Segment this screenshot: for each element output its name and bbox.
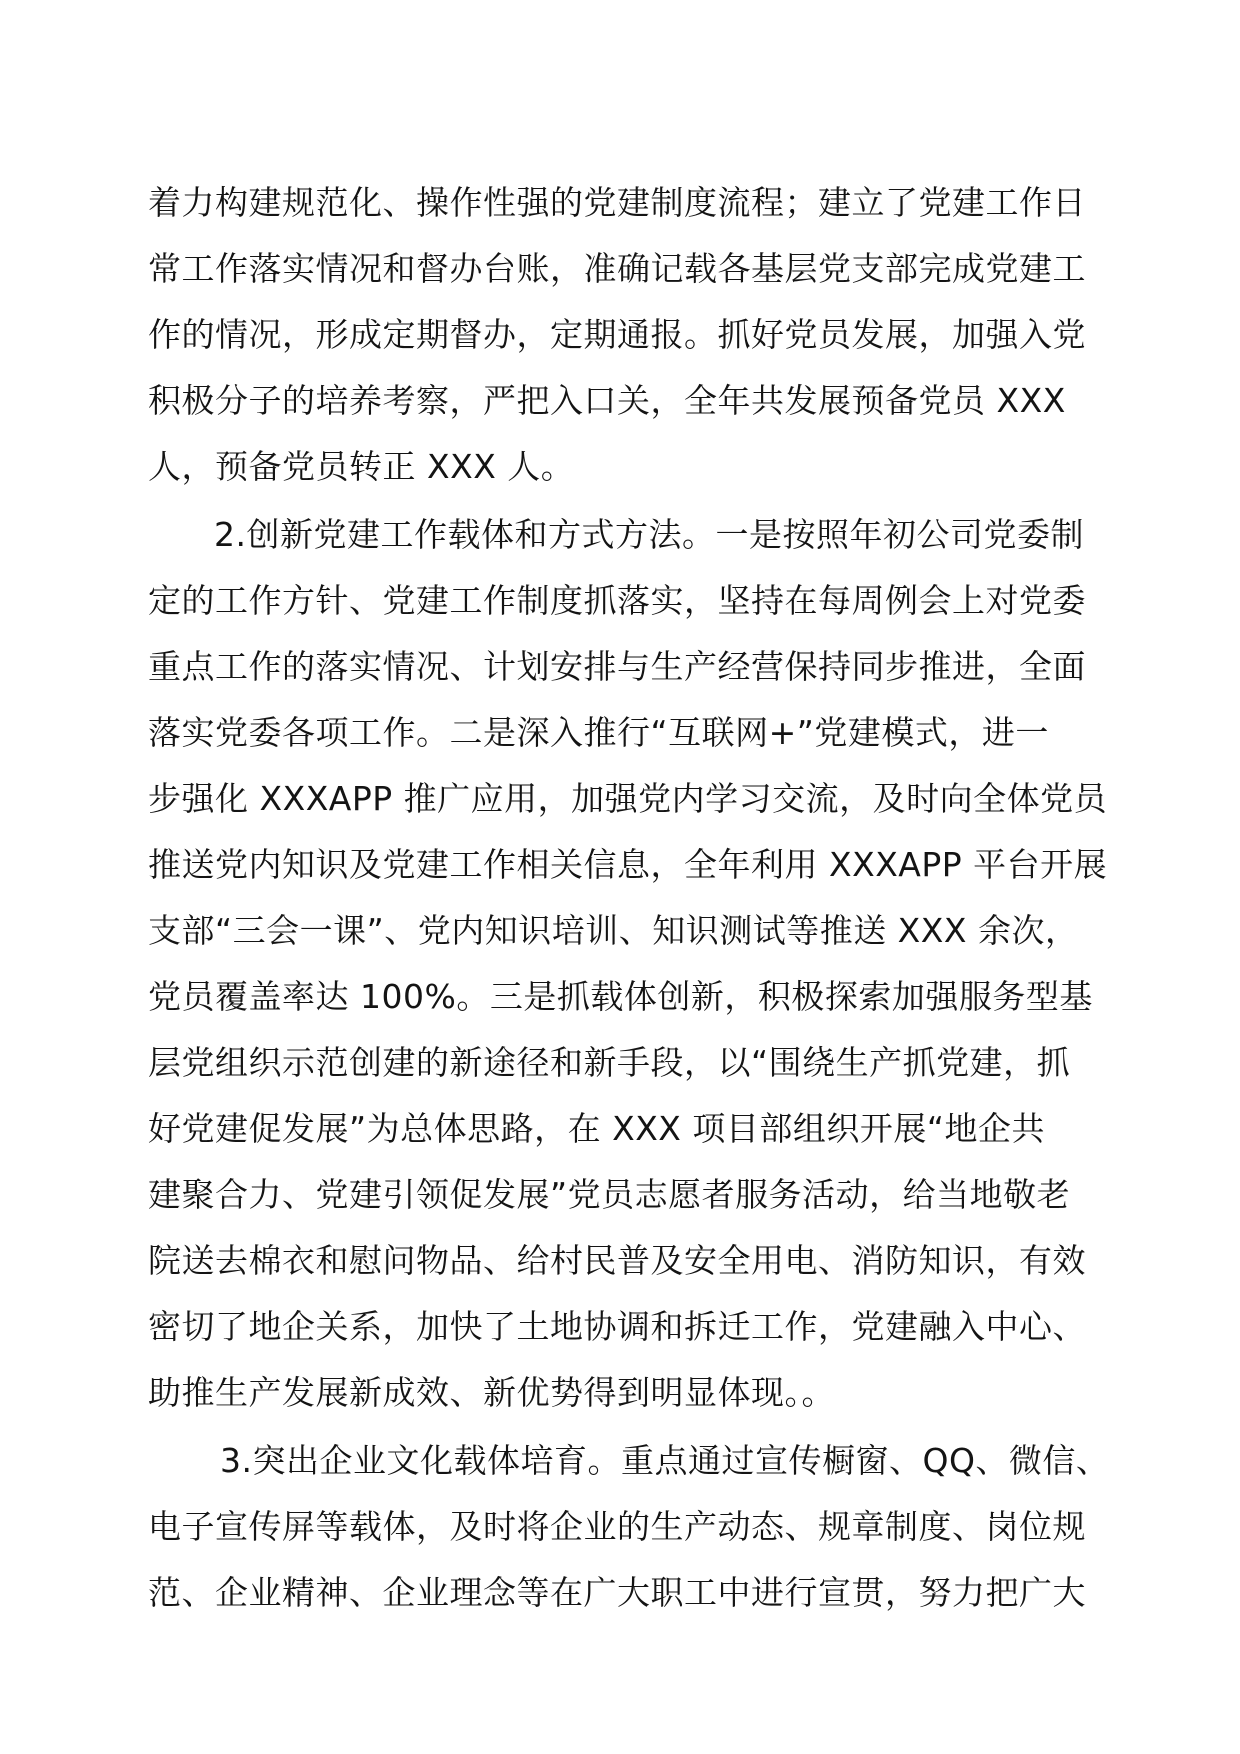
paragraph-line: 层党组织示范创建的新途径和新手段，以“围绕生产抓党建，抓 (148, 1043, 1071, 1082)
paragraph-line: 落实党委各项工作。二是深入推行“互联网+”党建模式，进一 (148, 713, 1049, 752)
paragraph-heading-line: 2.创新党建工作载体和方式方法。一是按照年初公司党委制 (214, 515, 1084, 554)
paragraph-corporate-culture (148, 1428, 1108, 1626)
paragraph-line: 建聚合力、党建引领促发展”党员志愿者服务活动，给当地敬老 (148, 1175, 1071, 1214)
paragraph-line: 重点工作的落实情况、计划安排与生产经营保持同步推进，全面 (148, 647, 1086, 686)
paragraph-innovation (148, 502, 1108, 1426)
paragraph-line: 密切了地企关系，加快了土地协调和拆迁工作，党建融入中心、 (148, 1307, 1086, 1346)
paragraph-line: 好党建促发展”为总体思路，在 XXX 项目部组织开展“地企共 (148, 1109, 1045, 1148)
paragraph-line: 人，预备党员转正 XXX 人。 (148, 447, 575, 486)
paragraph-line: 范、企业精神、企业理念等在广大职工中进行宣贯，努力把广大 (148, 1573, 1086, 1612)
paragraph-line: 支部“三会一课”、党内知识培训、知识测试等推送 XXX 余次， (148, 911, 1079, 950)
paragraph-line: 党员覆盖率达 100%。三是抓载体创新，积极探索加强服务型基 (148, 977, 1093, 1016)
paragraph-line: 步强化 XXXAPP 推广应用，加强党内学习交流，及时向全体党员 (148, 779, 1108, 818)
paragraph-line: 积极分子的培养考察，严把入口关，全年共发展预备党员 XXX (148, 381, 1066, 420)
paragraph-line: 作的情况，形成定期督办，定期通报。抓好党员发展，加强入党 (148, 315, 1086, 354)
paragraph-line: 院送去棉衣和慰问物品、给村民普及安全用电、消防知识，有效 (148, 1241, 1086, 1280)
paragraph-heading-line: 3.突出企业文化载体培育。重点通过宣传橱窗、QQ、微信、 (220, 1441, 1110, 1480)
document-body (148, 170, 1108, 1626)
paragraph-line: 定的工作方针、党建工作制度抓落实，坚持在每周例会上对党委 (148, 581, 1086, 620)
paragraph-line: 助推生产发展新成效、新优势得到明显体现。。 (148, 1373, 835, 1412)
paragraph-party-system (148, 170, 1108, 500)
paragraph-line: 电子宣传屏等载体，及时将企业的生产动态、规章制度、岗位规 (148, 1507, 1086, 1546)
paragraph-line: 推送党内知识及党建工作相关信息，全年利用 XXXAPP 平台开展 (148, 845, 1108, 884)
paragraph-line: 常工作落实情况和督办台账，准确记载各基层党支部完成党建工 (148, 249, 1086, 288)
paragraph-line: 着力构建规范化、操作性强的党建制度流程；建立了党建工作日 (148, 183, 1086, 222)
